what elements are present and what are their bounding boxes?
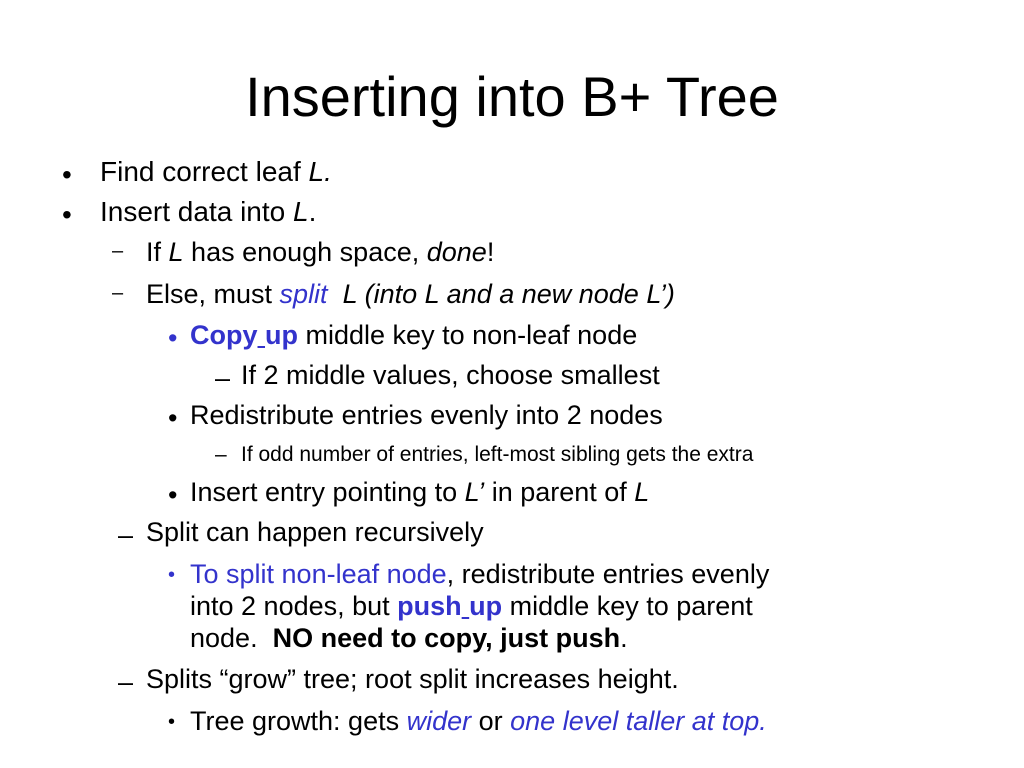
sub-splits-grow bbox=[146, 665, 679, 695]
text-run: push bbox=[397, 591, 462, 621]
bullet-marker: • bbox=[168, 564, 176, 586]
bullet-find-leaf bbox=[100, 157, 332, 188]
text-run: or bbox=[471, 706, 511, 736]
sub-two-middle-values bbox=[241, 361, 660, 391]
text-run: NO need to copy, just push bbox=[272, 623, 621, 653]
text-run: . bbox=[308, 196, 317, 227]
text-run: L (into L and a new node L’) bbox=[342, 279, 675, 309]
text-run: wider bbox=[406, 706, 472, 736]
text-run: ! bbox=[486, 237, 495, 267]
bullet-marker: • bbox=[168, 480, 178, 510]
text-run: Tree growth: gets bbox=[190, 706, 407, 736]
text-run: middle key to non-leaf node bbox=[298, 320, 638, 350]
sub-split-non-leaf-cont bbox=[190, 592, 753, 622]
sub-odd-entries bbox=[241, 443, 753, 466]
text-run: L bbox=[293, 196, 309, 227]
text-run: Copy bbox=[190, 320, 258, 350]
dash-marker: – bbox=[112, 240, 124, 262]
text-run: Find correct leaf bbox=[100, 156, 309, 187]
bullet-marker: • bbox=[168, 403, 178, 433]
text-run: L’ bbox=[464, 477, 485, 507]
sub-copy-up bbox=[190, 321, 637, 351]
text-run: into 2 nodes, but bbox=[190, 591, 398, 621]
sub-redistribute bbox=[190, 401, 663, 431]
text-run: done bbox=[426, 237, 487, 267]
sub-must-split bbox=[146, 280, 675, 310]
dash-marker: – bbox=[215, 443, 227, 466]
bullet-marker: • bbox=[62, 199, 72, 230]
sub-enough-space bbox=[146, 238, 494, 268]
bullet-marker: • bbox=[62, 159, 72, 190]
text-run: one level taller at top. bbox=[510, 706, 767, 736]
sub-split-recursive bbox=[146, 518, 484, 548]
text-run: If 2 middle values, choose smallest bbox=[241, 360, 660, 390]
text-run: middle key to parent bbox=[502, 591, 753, 621]
text-run: node. bbox=[190, 623, 273, 653]
dash-marker: – bbox=[118, 667, 134, 697]
text-run: L bbox=[634, 477, 650, 507]
text-run: Redistribute entries evenly into 2 nodes bbox=[190, 400, 663, 430]
text-run: Else, must bbox=[146, 279, 280, 309]
dash-marker: – bbox=[112, 282, 124, 304]
text-run: Splits “grow” tree; root split increases height. bbox=[146, 664, 679, 694]
sub-insert-entry bbox=[190, 478, 649, 508]
sub-split-non-leaf bbox=[190, 560, 769, 590]
bullet-insert-data bbox=[100, 197, 316, 228]
text-run: Insert entry pointing to bbox=[190, 477, 465, 507]
text-run: up bbox=[469, 591, 503, 621]
text-run: split bbox=[279, 279, 328, 309]
bullet-marker: • bbox=[168, 323, 178, 353]
text-run: Insert data into bbox=[100, 196, 294, 227]
text-run bbox=[258, 320, 266, 350]
text-run: L. bbox=[308, 156, 332, 187]
dash-marker: – bbox=[118, 520, 134, 550]
text-run: If bbox=[146, 237, 169, 267]
dash-marker: – bbox=[215, 363, 231, 393]
text-run: in parent of bbox=[484, 477, 635, 507]
slide-title: Inserting into B+ Tree bbox=[245, 65, 779, 128]
text-run: , redistribute entries evenly bbox=[446, 559, 770, 589]
text-run: has enough space, bbox=[183, 237, 427, 267]
text-run: Split can happen recursively bbox=[146, 517, 484, 547]
text-run: If odd number of entries, left-most sibling gets the extra bbox=[241, 443, 754, 466]
bullet-marker: • bbox=[168, 711, 176, 733]
sub-split-non-leaf-end bbox=[190, 624, 628, 654]
text-run: L bbox=[168, 237, 184, 267]
text-run: To split non-leaf node bbox=[190, 559, 447, 589]
text-run: . bbox=[620, 623, 628, 653]
sub-tree-growth bbox=[190, 707, 767, 737]
text-run: up bbox=[265, 320, 299, 350]
text-run bbox=[328, 279, 343, 309]
